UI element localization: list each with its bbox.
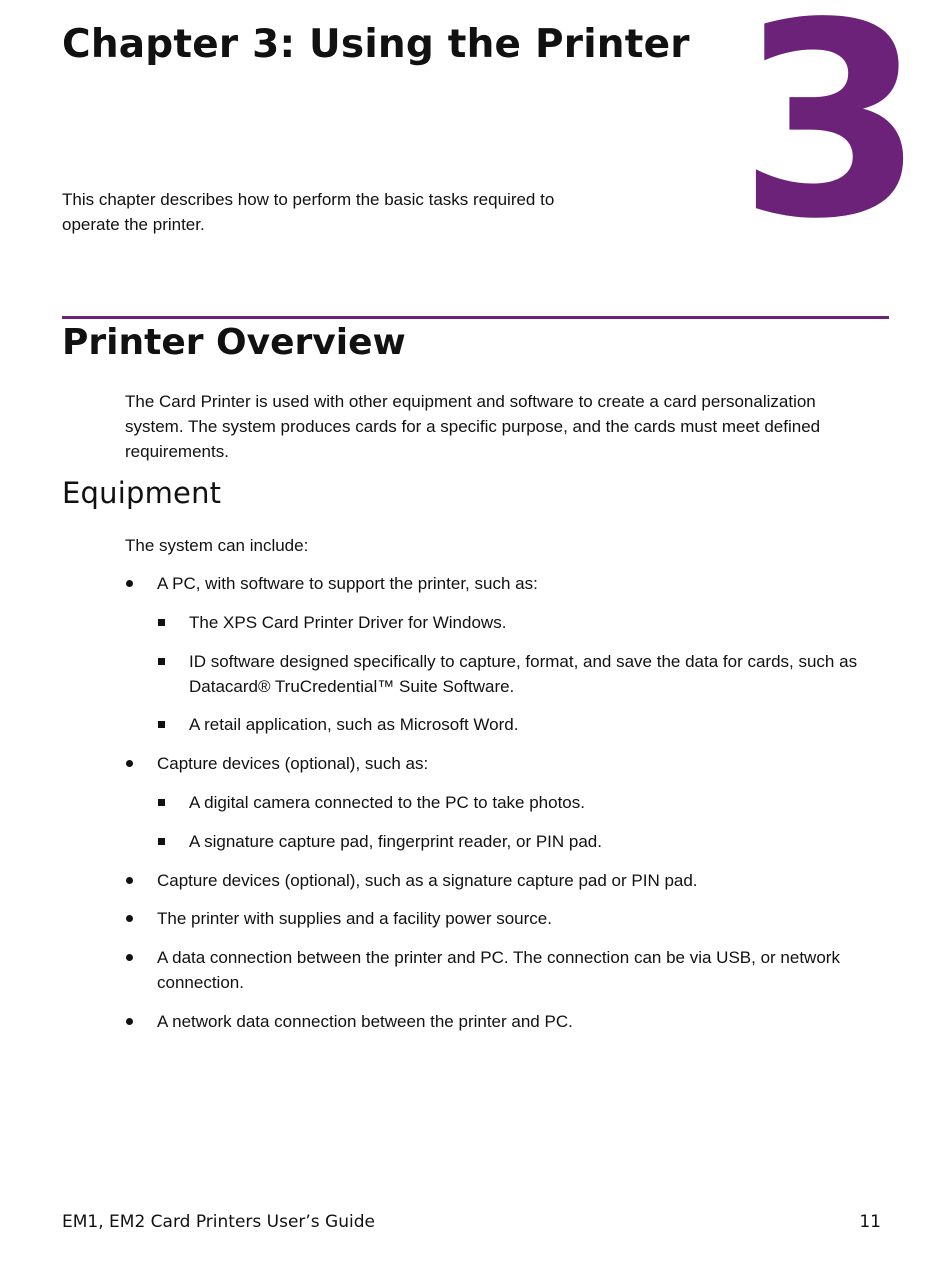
- equipment-intro: The system can include:: [125, 536, 309, 555]
- list-item: A data connection between the printer and PC. The connection can be via USB, or network connection.: [157, 948, 840, 992]
- footer-page-number: 11: [859, 1212, 881, 1232]
- list-item: Capture devices (optional), such as:: [157, 754, 429, 773]
- overview-paragraph: The Card Printer is used with other equipment and software to create a card personalization system. The system produces cards for a specific purpose, and the cards must meet defined requirements.: [125, 392, 821, 461]
- list-item: A retail application, such as Microsoft Word.: [189, 715, 519, 734]
- list-item: A digital camera connected to the PC to take photos.: [189, 793, 585, 812]
- list-item: The XPS Card Printer Driver for Windows.: [189, 613, 507, 632]
- list-item: ID software designed specifically to capture, format, and save the data for cards, such as Datacard® TruCredential™ Suite Software.: [189, 652, 858, 696]
- chapter-title: Chapter 3: Using the Printer: [62, 22, 690, 67]
- footer-document-title: EM1, EM2 Card Printers User’s Guide: [62, 1212, 375, 1232]
- list-item: A PC, with software to support the printer, such as:: [157, 574, 538, 593]
- section-divider: [62, 316, 889, 319]
- chapter-number: 3: [738, 0, 925, 278]
- list-item: The printer with supplies and a facility power source.: [157, 909, 552, 928]
- chapter-intro: This chapter describes how to perform the basic tasks required to operate the printer.: [62, 190, 555, 234]
- list-item: Capture devices (optional), such as a signature capture pad or PIN pad.: [157, 871, 698, 890]
- list-item: A signature capture pad, fingerprint reader, or PIN pad.: [189, 832, 602, 851]
- subsection-title: Equipment: [62, 476, 222, 510]
- list-item: A network data connection between the printer and PC.: [157, 1012, 573, 1031]
- section-title: Printer Overview: [62, 322, 406, 363]
